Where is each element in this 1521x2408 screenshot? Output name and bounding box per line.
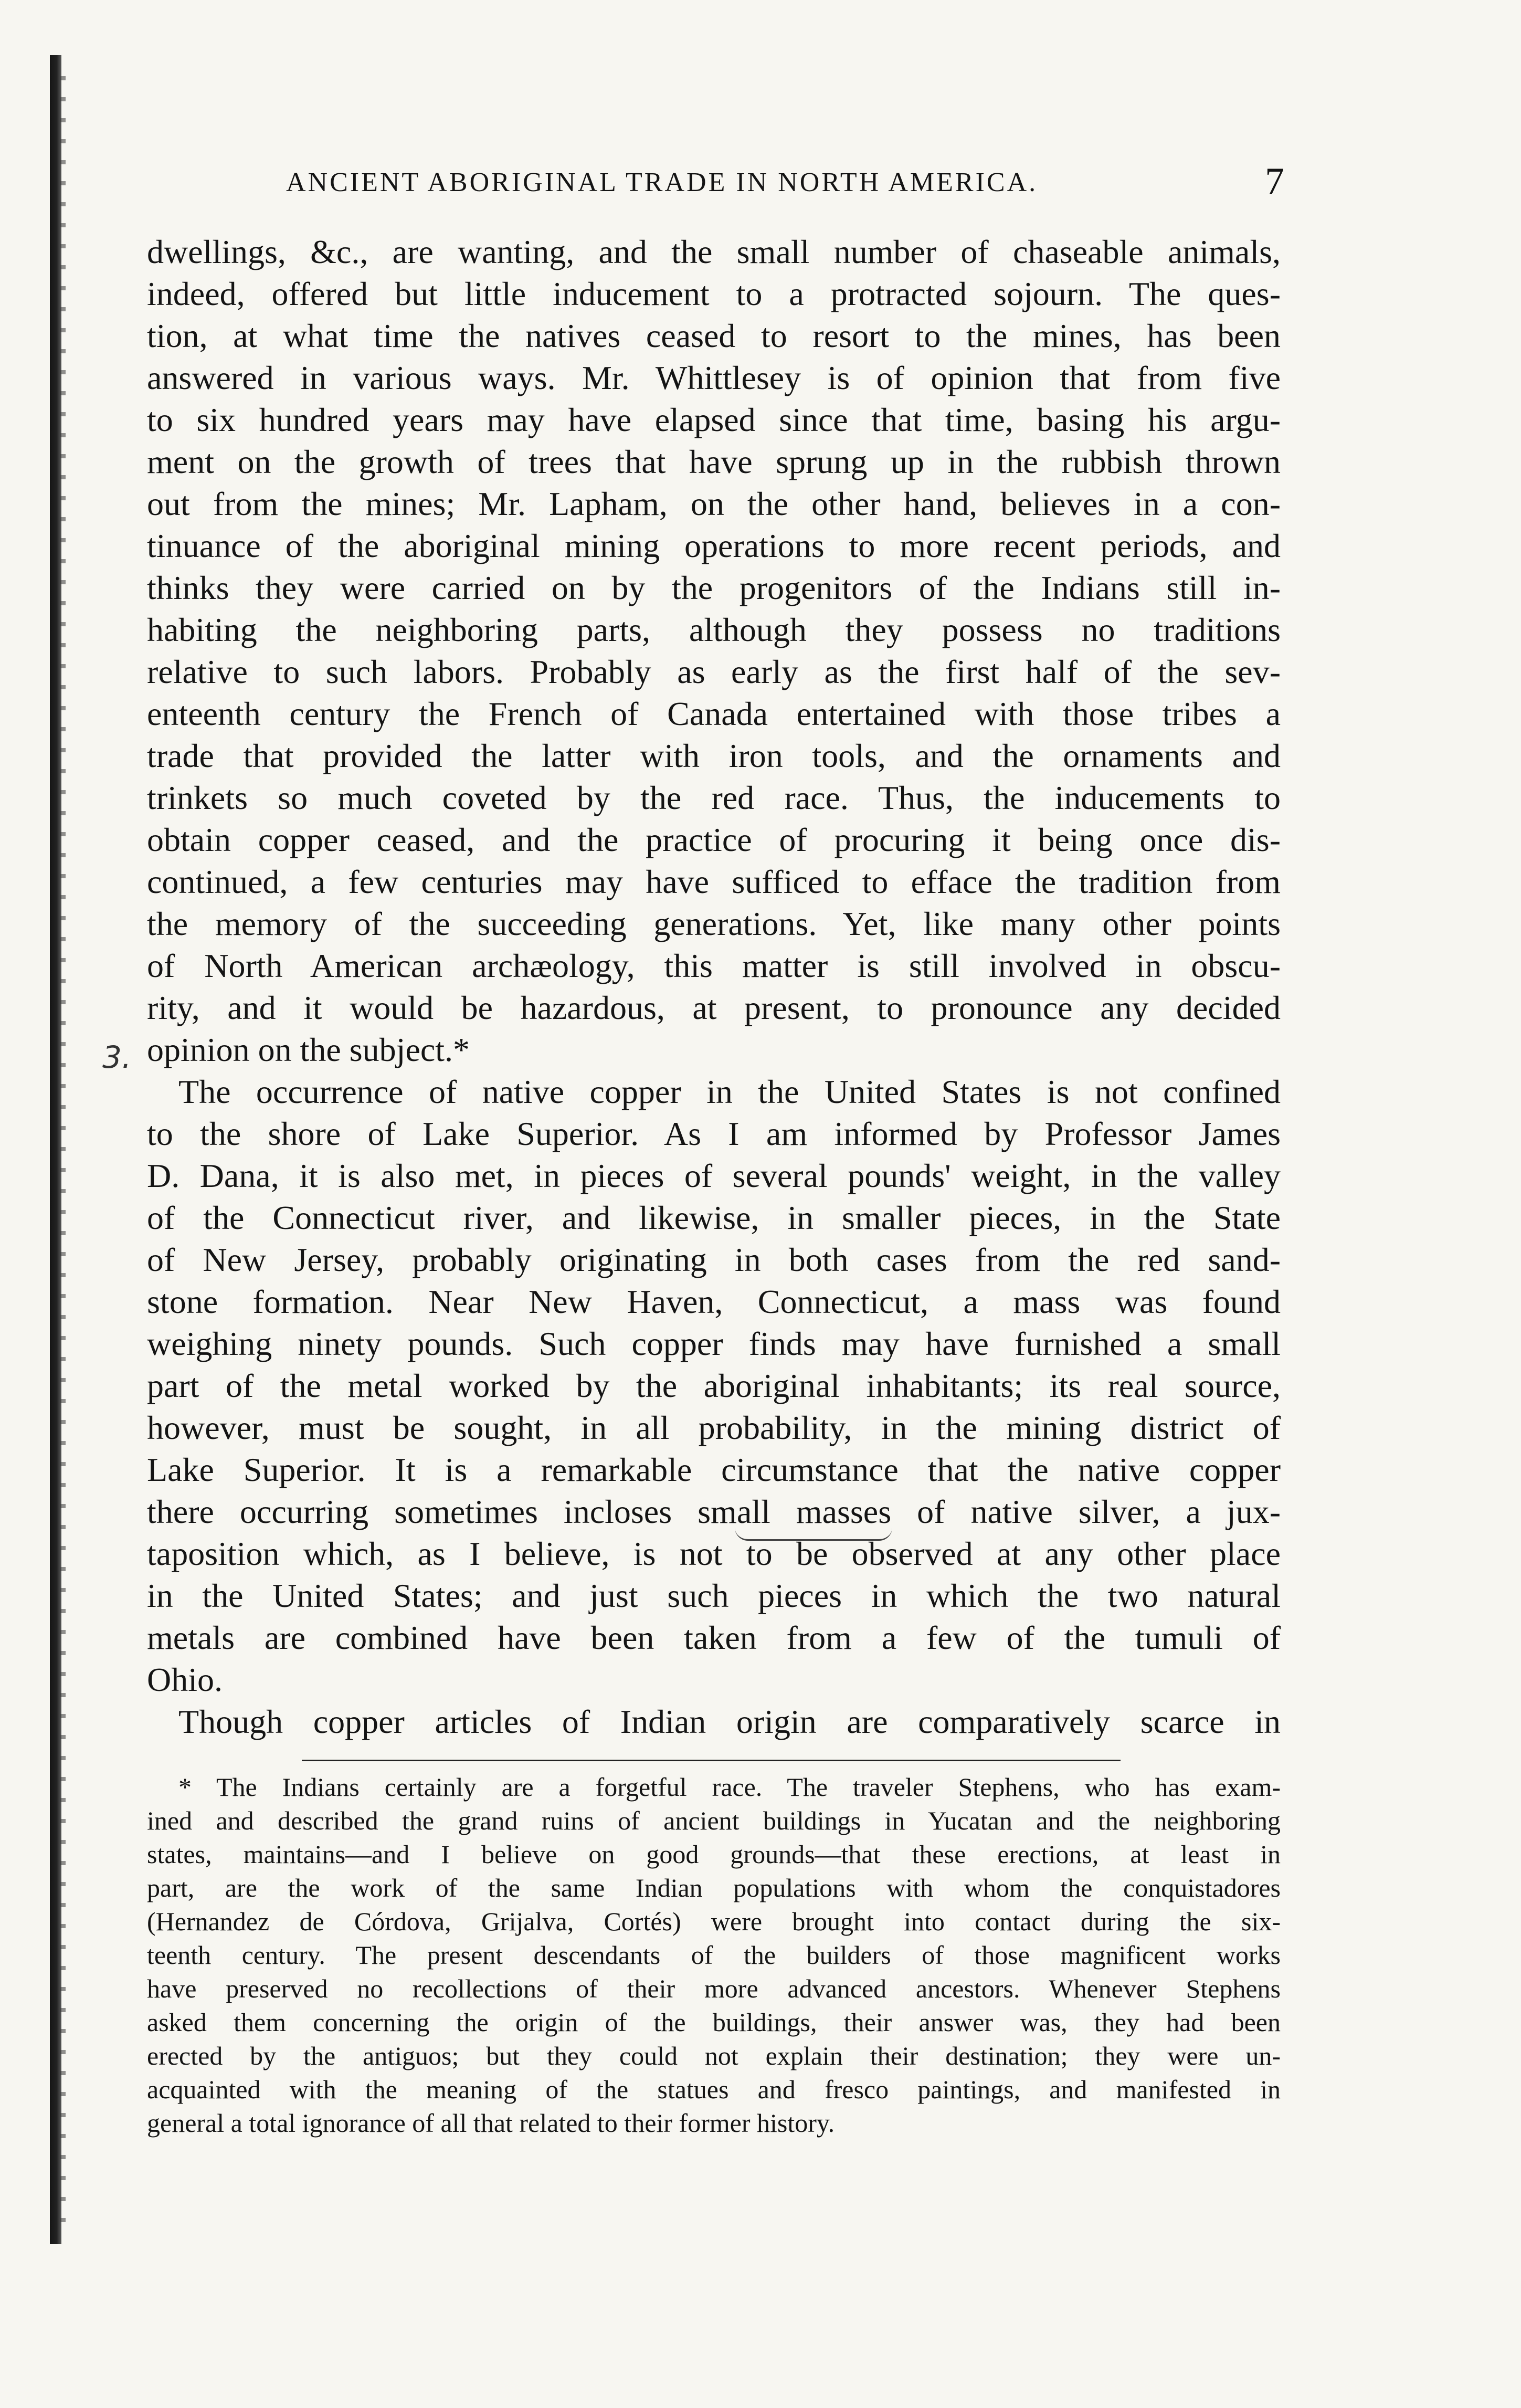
text-line: Lake Superior. It is a remarkable circumstance that the native copper bbox=[147, 1451, 1281, 1488]
text-line: tinuance of the aboriginal mining operations to more recent periods, and bbox=[147, 527, 1281, 564]
text-line: dwellings, &c., are wanting, and the small number of chaseable animals, bbox=[147, 233, 1281, 270]
text-line: Though copper articles of Indian origin are comparatively scarce in bbox=[178, 1703, 1281, 1740]
footnote bbox=[147, 1770, 1281, 2140]
footnote-line: erected by the antiguos; but they could not explain their destination; they were un- bbox=[147, 2041, 1281, 2070]
text-line: answered in various ways. Mr. Whittlesey is of opinion that from five bbox=[147, 359, 1281, 396]
text-line: The occurrence of native copper in the United States is not confined bbox=[178, 1073, 1281, 1110]
text-line: continued, a few centuries may have sufficed to efface the tradition from bbox=[147, 863, 1281, 900]
text-line: D. Dana, it is also met, in pieces of several pounds' weight, in the valley bbox=[147, 1157, 1281, 1194]
text-line: trade that provided the latter with iron tools, and the ornaments and bbox=[147, 737, 1281, 774]
text-line: taposition which, as I believe, is not to be observed at any other place bbox=[147, 1535, 1281, 1572]
running-head-title: ANCIENT ABORIGINAL TRADE IN NORTH AMERICA. bbox=[286, 167, 1038, 197]
footnote-line: acquainted with the meaning of the statues and fresco paintings, and manifested in bbox=[147, 2075, 1281, 2104]
text-line: however, must be sought, in all probability, in the mining district of bbox=[147, 1409, 1281, 1446]
text-line: indeed, offered but little inducement to a protracted sojourn. The ques- bbox=[147, 275, 1281, 312]
text-line: to the shore of Lake Superior. As I am informed by Professor James bbox=[147, 1115, 1281, 1152]
text-line: habiting the neighboring parts, although they possess no traditions bbox=[147, 611, 1281, 648]
footnote-line: have preserved no recollections of their more advanced ancestors. Whenever Stephens bbox=[147, 1974, 1281, 2003]
footnote-line: asked them concerning the origin of the buildings, their answer was, they had been bbox=[147, 2007, 1281, 2037]
text-line: of New Jersey, probably originating in both cases from the red sand- bbox=[147, 1241, 1281, 1278]
footnote-line: states, maintains—and I believe on good grounds—that these erections, at least in bbox=[147, 1839, 1281, 1869]
text-line: in the United States; and just such pieces in which the two natural bbox=[147, 1577, 1281, 1614]
footnote-line: (Hernandez de Córdova, Grijalva, Cortés) were brought into contact during the six- bbox=[147, 1907, 1281, 1936]
text-line: rity, and it would be hazardous, at present, to pronounce any decided bbox=[147, 989, 1281, 1026]
text-line: of the Connecticut river, and likewise, in smaller pieces, in the State bbox=[147, 1199, 1281, 1236]
footnote-line: part, are the work of the same Indian populations with whom the conquistadores bbox=[147, 1873, 1281, 1902]
footnote-rule bbox=[302, 1760, 1121, 1761]
text-line: the memory of the succeeding generations. Yet, like many other points bbox=[147, 905, 1281, 942]
text-line: tion, at what time the natives ceased to resort to the mines, has been bbox=[147, 317, 1281, 354]
text-line: to six hundred years may have elapsed since that time, basing his argu- bbox=[147, 401, 1281, 438]
text-line: weighing ninety pounds. Such copper finds may have furnished a small bbox=[147, 1325, 1281, 1362]
text-line: Ohio. bbox=[147, 1661, 223, 1698]
footnote-line: * The Indians certainly are a forgetful race. The traveler Stephens, who has exam- bbox=[178, 1772, 1281, 1802]
text-line: out from the mines; Mr. Lapham, on the other hand, believes in a con- bbox=[147, 485, 1281, 522]
text-line: obtain copper ceased, and the practice of procuring it being once dis- bbox=[147, 821, 1281, 858]
text-line: opinion on the subject.* bbox=[147, 1031, 470, 1068]
page-number: 7 bbox=[1265, 160, 1284, 203]
text-line: trinkets so much coveted by the red race. Thus, the inducements to bbox=[147, 779, 1281, 816]
footnote-line: ined and described the grand ruins of ancient buildings in Yucatan and the neighboring bbox=[147, 1806, 1281, 1835]
footnote-line: general a total ignorance of all that related to their former history. bbox=[147, 2108, 835, 2138]
text-line: there occurring sometimes incloses small masses of native silver, a jux- bbox=[147, 1493, 1281, 1530]
text-line: thinks they were carried on by the progenitors of the Indians still in- bbox=[147, 569, 1281, 606]
text-line: part of the metal worked by the aboriginal inhabitants; its real source, bbox=[147, 1367, 1281, 1404]
text-line: ment on the growth of trees that have sprung up in the rubbish thrown bbox=[147, 443, 1281, 480]
text-line: enteenth century the French of Canada entertained with those tribes a bbox=[147, 695, 1281, 732]
body-text bbox=[147, 231, 1281, 1743]
text-line: relative to such labors. Probably as early as the first half of the sev- bbox=[147, 653, 1281, 690]
text-line: of North American archæology, this matter is still involved in obscu- bbox=[147, 947, 1281, 984]
margin-annotation: 3. bbox=[102, 1039, 132, 1075]
text-line: stone formation. Near New Haven, Connecticut, a mass was found bbox=[147, 1283, 1281, 1320]
binding-shadow bbox=[50, 55, 61, 2244]
footnote-line: teenth century. The present descendants of the builders of those magnificent works bbox=[147, 1940, 1281, 1970]
text-line: metals are combined have been taken from a few of the tumuli of bbox=[147, 1619, 1281, 1656]
